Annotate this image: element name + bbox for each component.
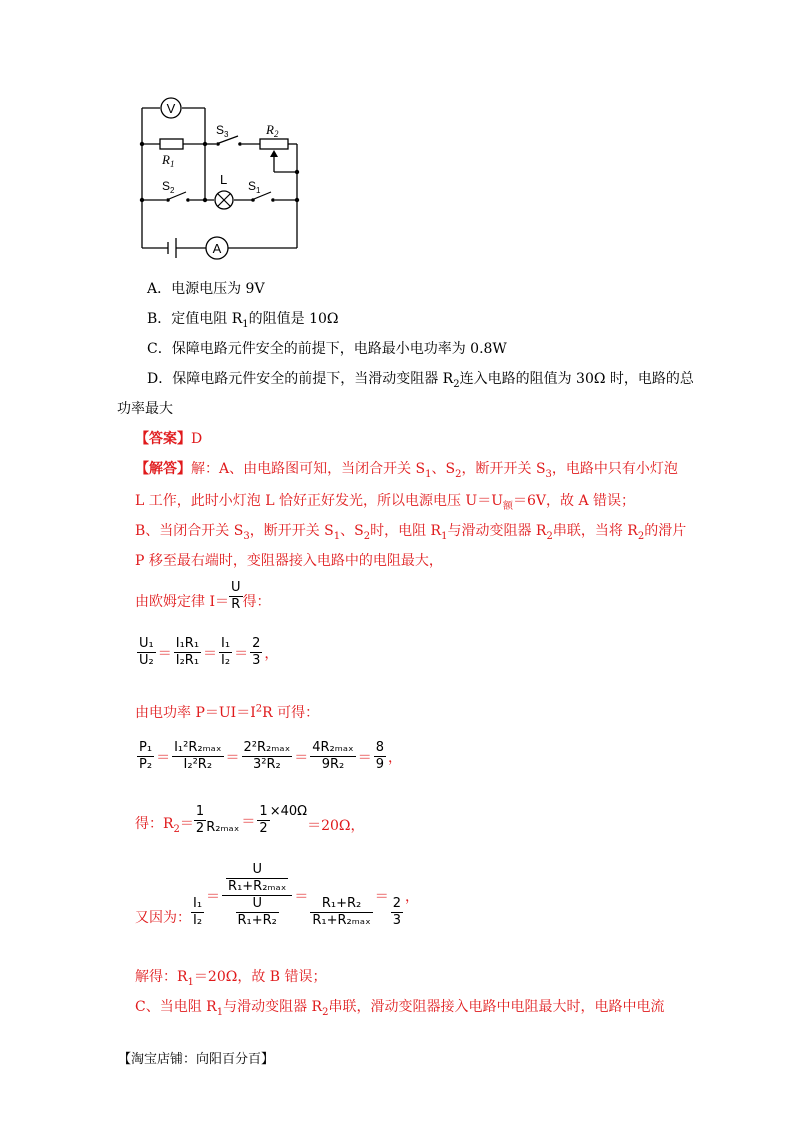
sol-sub: 2 (637, 530, 645, 542)
complex-ratio-line (135, 862, 421, 929)
answer-label: 【答案】 (135, 431, 191, 447)
frac-den: I₂ (193, 913, 203, 928)
fraction (257, 804, 269, 837)
r2-post: ＝20Ω， (307, 818, 365, 834)
solution-line-4: P 移至最右端时，变阻器接入电路中的电阻最大， (135, 553, 443, 569)
sol-sub: 额 (503, 500, 513, 512)
r1-resistor (160, 139, 183, 149)
frac-den: U₂ (139, 653, 154, 668)
ohm-fraction (229, 580, 243, 613)
fraction (374, 740, 386, 773)
sol-sub: 3 (545, 468, 552, 480)
sol-text: ，电路中只有小灯泡 (551, 461, 678, 477)
complex-num (222, 862, 292, 896)
answer-value: D (191, 431, 203, 447)
comma: ， (405, 888, 420, 905)
r2-pre: 得：R (135, 816, 174, 833)
answer-line (135, 428, 202, 448)
frac-num: U₁ (139, 636, 154, 651)
option-d-cont: 功率最大 (117, 401, 173, 417)
r1-label: $R_1$ (162, 152, 175, 169)
sol-sub: 2 (546, 530, 553, 542)
r2-sub: 2 (173, 824, 180, 835)
solution-line-3 (135, 520, 686, 542)
equals: ＝ (203, 645, 218, 662)
sol-text: 解：A、由电路图可知，当闭合开关 S (191, 461, 426, 477)
frac-num: 2 (392, 896, 402, 911)
frac-den: 2 (195, 821, 205, 836)
frac-num: U (226, 862, 288, 879)
equals: ＝ (294, 888, 309, 905)
sol-text: ＝6V，故 A 错误； (513, 493, 636, 509)
equals: ＝ (179, 816, 194, 833)
sol-text: ，断开开关 S (461, 461, 546, 477)
lamp-label: L (220, 172, 228, 187)
frac-num: 1 (195, 804, 205, 819)
comma: ， (264, 645, 279, 662)
sol-sub: 3 (243, 530, 250, 542)
solution-line-1 (135, 458, 678, 480)
sol-text: L 工作，此时小灯泡 L 恰好正好发光，所以电源电压 U＝U (135, 493, 503, 509)
frac-num: U (230, 580, 241, 595)
s3-label: $S_3$ (216, 123, 229, 139)
power-text: 由电功率 P＝UI＝I (135, 705, 256, 721)
footer-shop: 【淘宝店铺：向阳百分百】 (118, 1052, 275, 1067)
complex-fraction (222, 862, 292, 929)
voltmeter-label: V (166, 101, 176, 116)
frac-num: I₁ (221, 636, 231, 651)
equals: ＝ (157, 645, 172, 662)
ratio-line-1 (137, 636, 280, 669)
power-text: R 可得： (262, 705, 320, 721)
ohm-law-line (135, 580, 271, 613)
ammeter-label: A (212, 241, 222, 256)
option-d-text: D．保障电路元件安全的前提下，当滑动变阻器 R (147, 371, 454, 387)
frac-den: R₁+R₂ₘₐₓ (312, 913, 371, 928)
fraction (310, 740, 355, 773)
frac-den: 2 (259, 821, 268, 836)
frac-num: I₁R₁ (175, 636, 200, 651)
sol-text: 时，电阻 R (370, 523, 442, 539)
sol-text: 、S (431, 461, 456, 477)
solution-line-2 (135, 490, 635, 512)
frac-num: I₁ (193, 896, 203, 911)
frac-num: 8 (375, 740, 384, 755)
sol-text: ，断开开关 S (249, 523, 334, 539)
equals: ＝ (357, 749, 372, 766)
option-a: A．电源电压为 9V (147, 281, 265, 297)
frac-num: 4R₂ₘₐₓ (312, 740, 354, 755)
fraction (219, 636, 232, 669)
complex-den (222, 896, 292, 929)
equals: ＝ (374, 888, 389, 905)
you-text: 又因为： (135, 910, 191, 926)
frac-den: 9 (375, 757, 384, 772)
fraction (226, 862, 288, 895)
frac-num: R₁+R₂ (310, 896, 372, 913)
ohm-text: 得： (242, 594, 271, 610)
option-c: C．保障电路元件安全的前提下，电路最小电功率为 0.8W (147, 341, 507, 357)
c-sub: 2 (322, 1006, 329, 1018)
ratio-line-2 (137, 740, 404, 773)
fraction (194, 804, 206, 837)
equals: ＝ (156, 749, 171, 766)
frac-den: 3 (252, 653, 261, 668)
fraction (172, 740, 223, 773)
option-b-text2: 的阻值是 10Ω (248, 311, 339, 327)
power-line (135, 702, 319, 722)
s2-label: $S_2$ (162, 179, 175, 195)
sol-sub: 1 (441, 530, 448, 542)
fraction (174, 636, 201, 669)
sol-text: 串联，当将 R (552, 523, 638, 539)
circuit-diagram (130, 92, 310, 262)
frac-den: I₂R₁ (175, 653, 200, 668)
frac-num: P₁ (139, 740, 153, 755)
s1-label: $S_1$ (248, 179, 261, 195)
option-d (147, 368, 694, 390)
r2max-text: R₂ₘₐₓ (206, 820, 240, 835)
frac-num: U (236, 896, 279, 913)
sol-text: B、当闭合开关 S (135, 523, 244, 539)
fraction (236, 896, 279, 929)
fraction (242, 740, 293, 773)
frac-den: R₁+R₂ (237, 913, 277, 928)
ohm-text: 由欧姆定律 I＝ (135, 594, 229, 610)
solve-r1-line (135, 966, 327, 988)
frac-num: I₁²R₂ₘₐₓ (174, 740, 222, 755)
solution-c-line (135, 996, 664, 1018)
fraction (250, 636, 262, 669)
equals: ＝ (241, 813, 256, 830)
r2-rheostat (260, 139, 288, 149)
sol-sub: 1 (333, 530, 341, 542)
frac-den: P₂ (139, 757, 153, 772)
frac-den: R (231, 597, 241, 612)
c-sub: 1 (216, 1006, 224, 1018)
solution-label: 【解答】 (135, 461, 191, 477)
equals: ＝ (225, 749, 240, 766)
sol-sub: 2 (455, 468, 462, 480)
fraction (137, 740, 154, 773)
frac-den: I₂ (221, 653, 231, 668)
option-b-sub: 1 (242, 318, 249, 330)
option-b (147, 308, 339, 330)
r2-result-line (135, 804, 365, 837)
option-d-sub: 2 (453, 378, 460, 390)
jie-text: 解得：R (135, 969, 188, 985)
frac-den: I₂²R₂ (183, 757, 213, 772)
sol-text: 与滑动变阻器 R (447, 523, 547, 539)
frac-den: 9R₂ (321, 757, 345, 772)
sol-sub: 1 (425, 468, 432, 480)
equals: ＝ (294, 749, 309, 766)
sol-sub: 2 (363, 530, 371, 542)
jie-text: ＝20Ω，故 B 错误； (193, 969, 327, 985)
times-40-text: ×40Ω (269, 804, 308, 819)
comma: ， (387, 749, 402, 766)
power-sup: 2 (255, 703, 263, 715)
c-text: C、当电阻 R (135, 999, 217, 1015)
fraction (310, 896, 372, 929)
frac-den: R₁+R₂ₘₐₓ (228, 879, 287, 894)
frac-num: 1 (259, 804, 268, 819)
c-text: 与滑动变阻器 R (223, 999, 323, 1015)
fraction (191, 896, 204, 929)
sol-text: 的滑片 (644, 523, 687, 539)
r2-text (135, 813, 194, 837)
c-text: 串联，滑动变阻器接入电路中电阻最大时，电路中电流 (328, 999, 665, 1015)
equals: ＝ (206, 888, 221, 905)
r2-label: $R_2$ (266, 122, 279, 139)
fraction (391, 896, 403, 929)
option-b-text: B．定值电阻 R (147, 311, 243, 327)
sol-text: 、S (340, 523, 364, 539)
option-d-text2: 连入电路的阻值为 30Ω 时，电路的总 (459, 371, 694, 387)
fraction (137, 636, 156, 669)
frac-num: 2²R₂ₘₐₓ (243, 740, 291, 755)
frac-num: 2 (252, 636, 261, 651)
jie-sub: 1 (187, 976, 194, 988)
frac-den: 3 (392, 913, 402, 928)
frac-den: 3²R₂ (253, 757, 281, 772)
equals: ＝ (234, 645, 249, 662)
